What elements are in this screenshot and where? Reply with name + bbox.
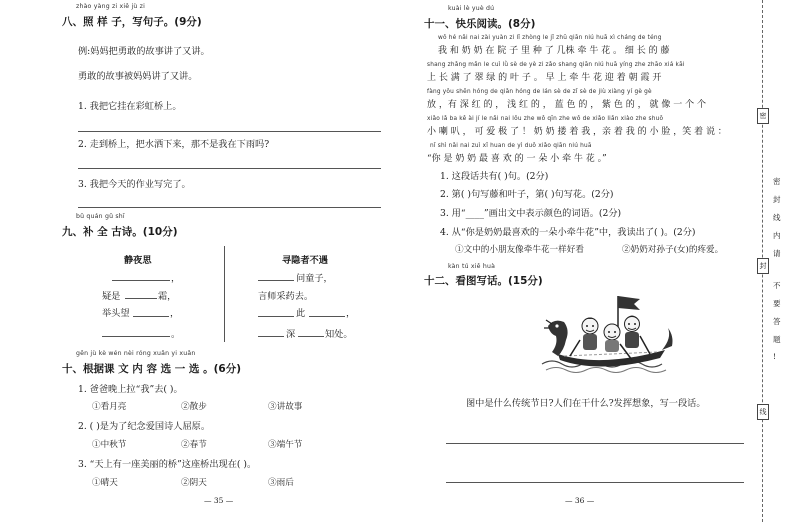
poem1-title: 静夜思 bbox=[124, 255, 152, 266]
poem1-line3: 举头望 bbox=[102, 308, 130, 319]
s8-title: 八、照 样 子，写句子。(9分) bbox=[62, 16, 202, 28]
notice-char: 要 bbox=[773, 299, 781, 308]
s10-q2-opt2[interactable]: ②春节 bbox=[181, 440, 207, 450]
writing-line-1[interactable] bbox=[446, 443, 744, 444]
poem1-line2-b: 霜， bbox=[158, 291, 177, 302]
poem1-line1-blank[interactable] bbox=[112, 280, 170, 281]
s8-q1-answer-line[interactable] bbox=[78, 131, 381, 132]
s10-q2-opt1[interactable]: ①中秋节 bbox=[92, 440, 127, 450]
s10-pinyin: gēn jù kè wén nèi róng xuǎn yi xuǎn bbox=[76, 350, 196, 357]
poem1-line1-end: ， bbox=[171, 273, 181, 284]
s9-title: 九、补 全 古诗。(10分) bbox=[62, 226, 178, 238]
s8-example1: 例:妈妈把勇敢的故事讲了又讲。 bbox=[78, 46, 210, 57]
s9-pinyin: bǔ quán gǔ shī bbox=[76, 213, 125, 220]
dragon-boat-illustration bbox=[540, 290, 675, 378]
notice-char: 不 bbox=[773, 281, 781, 290]
passage-pinyin-3: fàng yǒu shēn hóng de qiǎn hóng de lán sè de zǐ sè de jiù xiàng yí gè gè bbox=[427, 89, 652, 95]
poem2-line2: 言师采药去。 bbox=[258, 291, 314, 302]
s8-q3: 3. 我把今天的作业写完了。 bbox=[78, 179, 191, 190]
s12-title: 十二、看图写话。(15分) bbox=[424, 275, 543, 287]
seal-bottom: 线 bbox=[757, 404, 769, 420]
s11-title: 十一、快乐阅读。(8分) bbox=[424, 18, 536, 30]
s8-example2: 勇敢的故事被妈妈讲了又讲。 bbox=[78, 71, 198, 82]
poem2-line3-end: ， bbox=[346, 308, 356, 319]
s10-q1-opt2[interactable]: ②散步 bbox=[181, 402, 207, 412]
passage-line-2: 上 长 满 了 翠 绿 的 叶 子 。 早 上 牵 牛 花 迎 着 朝 霞 开 bbox=[427, 73, 662, 83]
s11-q3: 3. 用“____”画出文中表示颜色的词语。(2分) bbox=[440, 208, 622, 219]
s8-q2-answer-line[interactable] bbox=[78, 168, 381, 169]
poem2-line1: 问童子， bbox=[296, 273, 333, 284]
seal-mid: 封 bbox=[757, 258, 769, 274]
s10-q3-opt2[interactable]: ②阴天 bbox=[181, 478, 207, 488]
s8-q3-answer-line[interactable] bbox=[78, 207, 381, 208]
s10-q3-opt3[interactable]: ③雨后 bbox=[268, 478, 294, 488]
notice-char: 封 bbox=[773, 195, 781, 204]
notice-char: 密 bbox=[773, 177, 781, 186]
s11-q4-opt2[interactable]: ②奶奶对孙子(女)的疼爱。 bbox=[622, 245, 724, 255]
passage-pinyin-5: nǐ shì nǎi nai zuì xǐ huan de yì duǒ xiǎo qiān niú huā bbox=[430, 143, 592, 149]
poem2-title: 寻隐者不遇 bbox=[282, 255, 328, 266]
passage-pinyin-4: xiǎo lǎ ba kě ài jí le nǎi nai lǒu zhe wǒ qīn zhe wǒ de xiǎo liǎn xiào zhe shuō bbox=[427, 116, 664, 122]
poem1-line2-blank[interactable] bbox=[125, 298, 157, 299]
s11-q2: 2. 第( )句写藤和叶子，第( )句写花。(2分) bbox=[440, 189, 614, 200]
poem2-line4-blank-a[interactable] bbox=[258, 336, 284, 337]
poem1-line4-blank[interactable] bbox=[102, 336, 170, 337]
notice-char: 内 bbox=[773, 231, 781, 240]
page-number-right: — 36 — bbox=[565, 496, 595, 505]
s10-q1-opt1[interactable]: ①看月亮 bbox=[92, 402, 127, 412]
poem-divider bbox=[224, 246, 225, 342]
poem2-line4-b: 知处。 bbox=[325, 329, 353, 340]
s10-q3-opt1[interactable]: ①晴天 bbox=[92, 478, 118, 488]
s10-q1: 1. 爸爸晚上拉“我”去( )。 bbox=[78, 384, 183, 395]
poem2-line3-blank-b[interactable] bbox=[309, 316, 345, 317]
notice-char: 题 bbox=[773, 335, 781, 344]
passage-line-1: 我 和 奶 奶 在 院 子 里 种 了 几株 牵 牛 花 。 细 长 的 藤 bbox=[438, 46, 670, 56]
poem1-line3-end: ， bbox=[170, 308, 180, 319]
s11-q4-opt1[interactable]: ①文中的小朋友像牵牛花一样好看 bbox=[455, 245, 584, 255]
poem1-line4-end: 。 bbox=[171, 329, 181, 340]
notice-char: 答 bbox=[773, 317, 781, 326]
s10-q2-opt3[interactable]: ③端午节 bbox=[268, 440, 303, 450]
s10-title: 十、根据课 文 内 容 选 一 选 。(6分) bbox=[62, 363, 241, 375]
writing-line-2[interactable] bbox=[446, 482, 744, 483]
notice-char: ! bbox=[773, 352, 777, 361]
seal-top: 密 bbox=[757, 108, 769, 124]
s10-q2: 2. ( )是为了纪念爱国诗人屈原。 bbox=[78, 421, 211, 432]
s10-q3: 3. “天上有一座美丽的桥”这座桥出现在( )。 bbox=[78, 459, 257, 470]
passage-pinyin-1: wǒ hé nǎi nai zài yuàn zi lǐ zhòng le jǐ zhū qiān niú huā xì cháng de téng bbox=[438, 35, 662, 41]
poem2-line4-a: 深 bbox=[286, 329, 296, 340]
s8-q1: 1. 我把它挂在彩虹桥上。 bbox=[78, 101, 182, 112]
passage-pinyin-2: shang zhǎng mǎn le cuì lǜ sè de yè zi zǎo shang qiān niú huā yíng zhe zhāo xiá kāi bbox=[427, 62, 685, 68]
passage-line-3: 放 ，有 深 红 的 ， 浅 红 的 ， 蓝 色 的 ， 紫 色 的 ， 就 像 一 个 个 bbox=[427, 100, 706, 110]
notice-char: 请 bbox=[773, 249, 781, 258]
poem2-line3-blank-a[interactable] bbox=[258, 316, 294, 317]
s8-q2: 2. 走到桥上，把水洒下来，那不是我在下雨吗? bbox=[78, 139, 270, 150]
page-number-left: — 35 — bbox=[204, 496, 234, 505]
passage-line-5: “你 是 奶 奶 最 喜 欢 的 一 朵 小 牵 牛 花 。” bbox=[427, 154, 607, 164]
poem1-line2-a: 疑是 bbox=[102, 291, 121, 302]
poem2-line4-blank-b[interactable] bbox=[298, 336, 324, 337]
s12-prompt: 图中是什么传统节日?人们在干什么?发挥想象，写一段话。 bbox=[466, 398, 706, 409]
passage-line-4: 小 喇 叭 ， 可 爱 极 了 ！ 奶 奶 搂 着 我 ，亲 着 我 的 小 脸 ，笑 着 说 ： bbox=[427, 127, 727, 137]
s10-q1-opt3[interactable]: ③讲故事 bbox=[268, 402, 303, 412]
poem2-line1-blank[interactable] bbox=[258, 280, 294, 281]
s8-pinyin: zhào yàng zi xiě jù zi bbox=[76, 3, 146, 10]
s11-q1: 1. 这段话共有( )句。(2分) bbox=[440, 171, 549, 182]
poem1-line3-blank[interactable] bbox=[133, 316, 169, 317]
s11-pinyin: kuài lè yuè dú bbox=[448, 5, 495, 12]
s11-q4: 4. 从“你是奶奶最喜欢的一朵小牵牛花”中，我读出了( )。(2分) bbox=[440, 227, 696, 238]
notice-char: 线 bbox=[773, 213, 781, 222]
s12-pinyin: kàn tú xiě huà bbox=[448, 263, 496, 270]
poem2-line3: 此 bbox=[296, 308, 306, 319]
